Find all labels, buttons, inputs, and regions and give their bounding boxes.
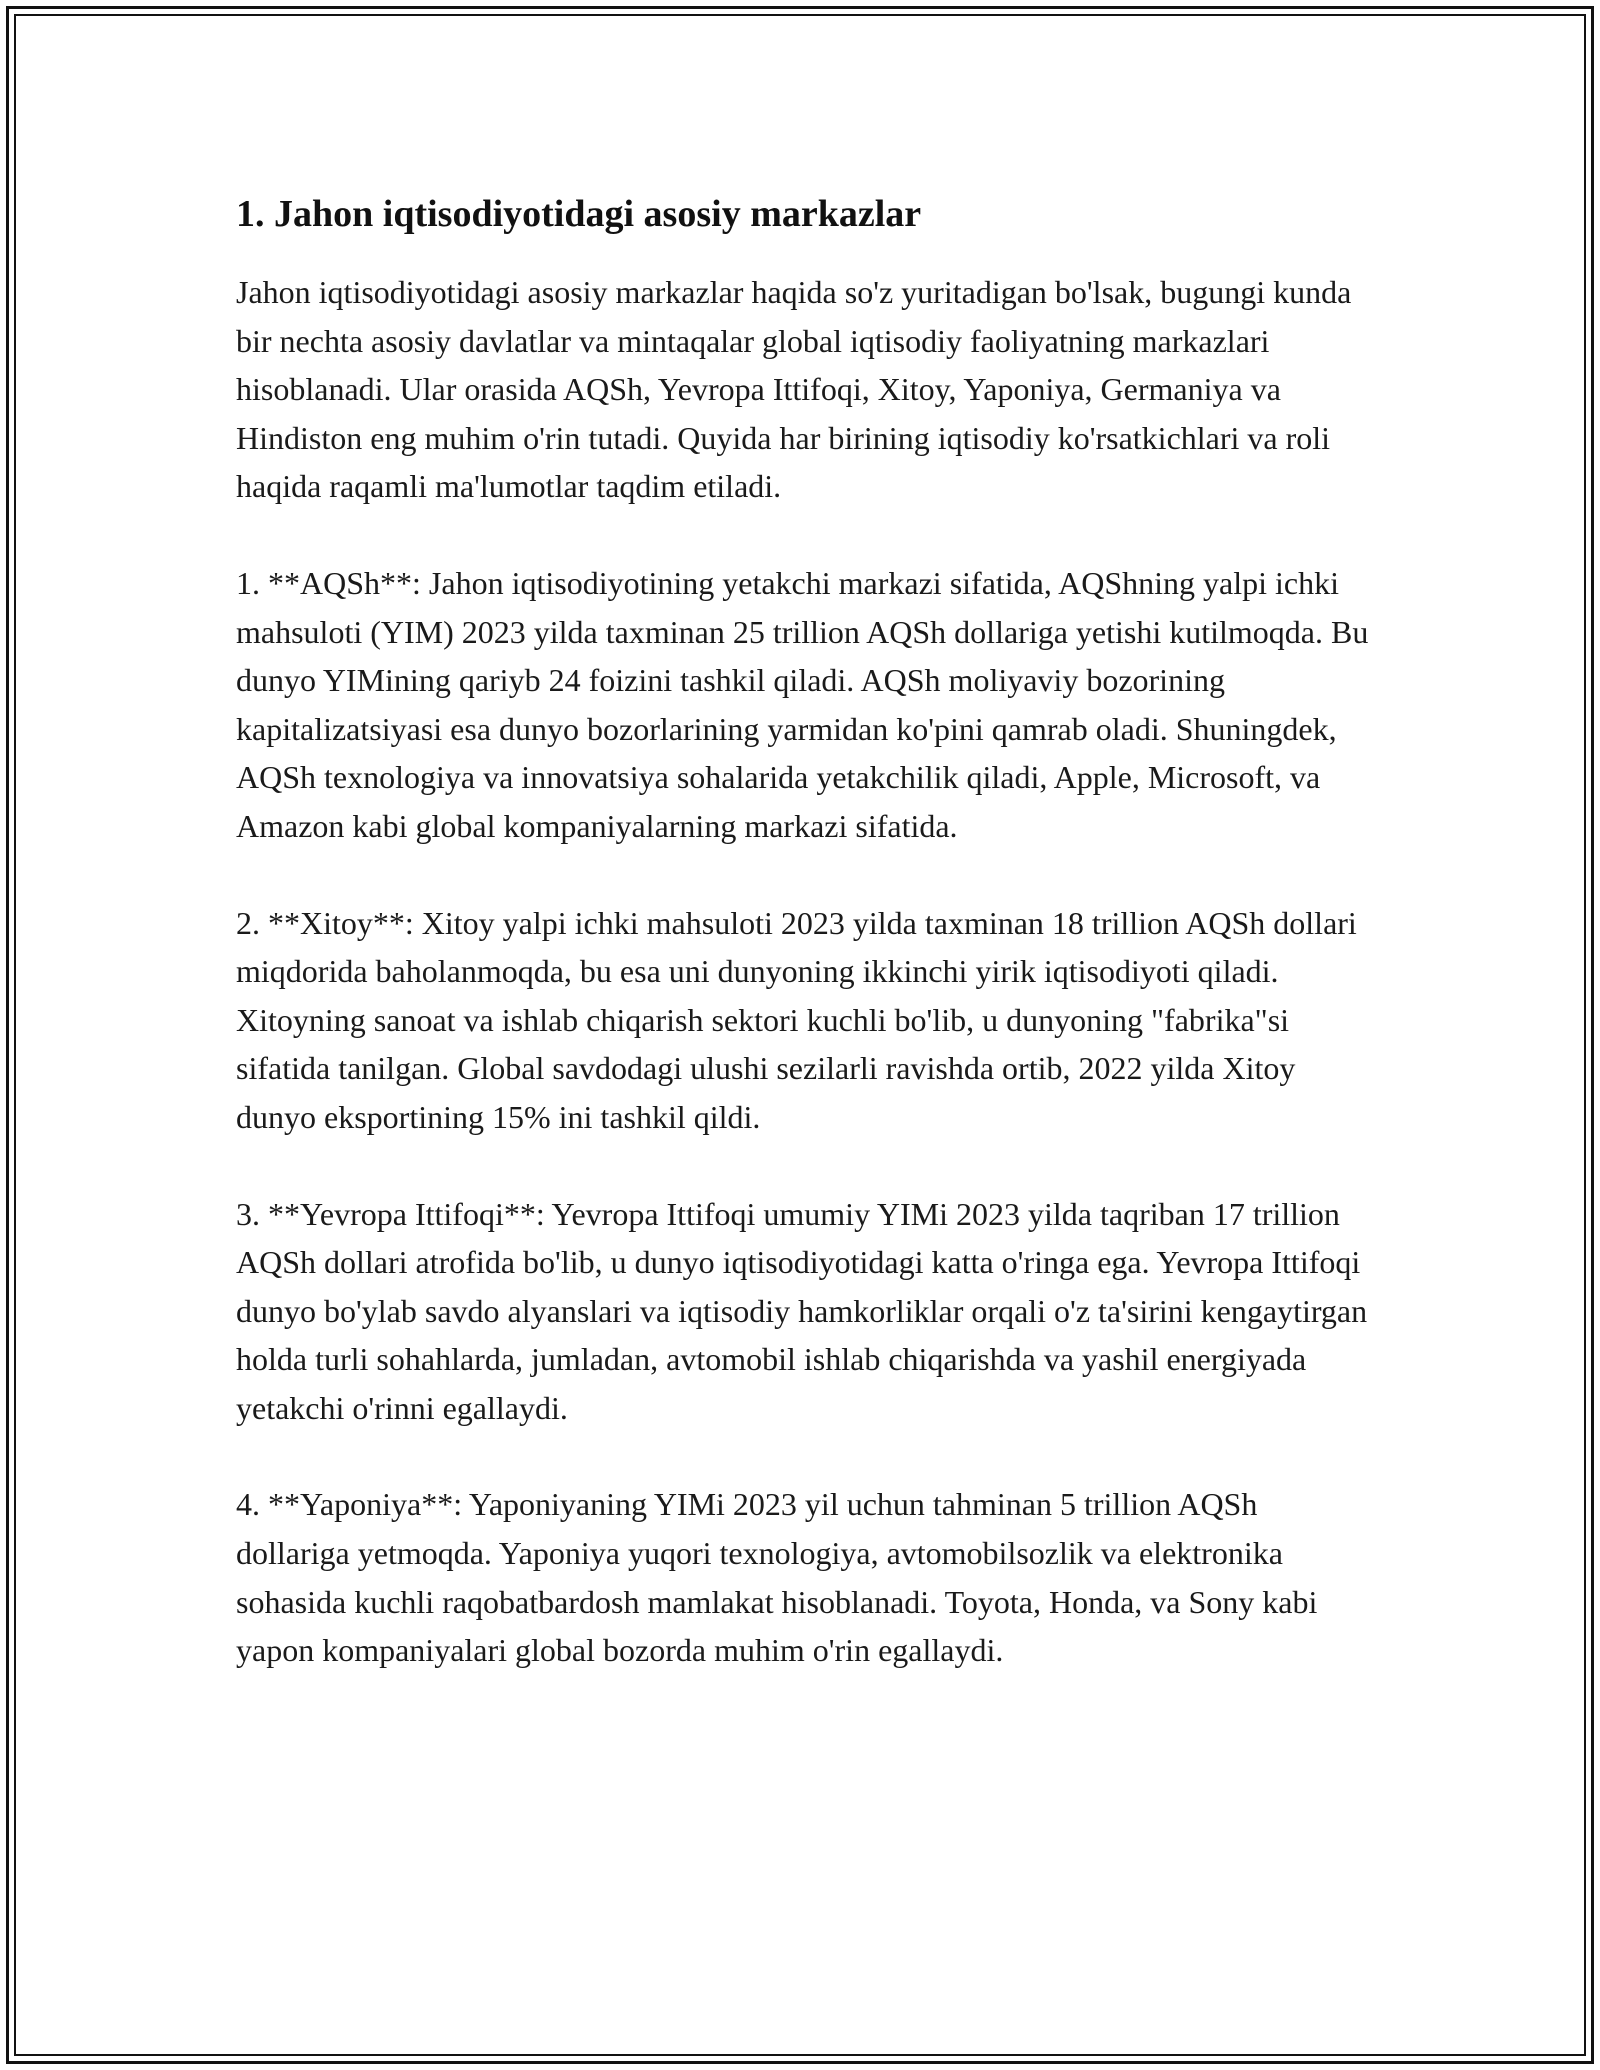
paragraph-china: 2. **Xitoy**: Xitoy yalpi ichki mahsuloti 2023 yilda taxminan 18 trillion AQSh dollari miqdorida baholanmoqda, bu esa uni dunyoning ikkinchi yirik iqtisodiyoti qiladi. Xitoyning sanoat va ishlab chiqarish sektori kuchli bo'lib, u dunyoning "fabrika"si sifatida tanilgan. Global savdodagi ulushi sezilarli ravishda ortib, 2022 yilda Xitoy dunyo eksportining 15% ini tashkil qildi. <box>236 904 1357 1135</box>
paragraph-japan: 4. **Yaponiya**: Yaponiyaning YIMi 2023 yil uchun tahminan 5 trillion AQSh dollariga yetmoqda. Yaponiya yuqori texnologiya, avtomobilsozlik va elektronika sohasida kuchli raqobatbardosh mamlakat hisoblanadi. Toyota, Honda, va Sony kabi yapon kompaniyalari global bozorda muhim o'rin egallaydi. <box>236 1486 1318 1669</box>
section-heading: 1. Jahon iqtisodiyotidagi asosiy markazlar <box>236 193 922 235</box>
paragraph-eu: 3. **Yevropa Ittifoqi**: Yevropa Ittifoqi umumiy YIMi 2023 yilda taqriban 17 trillion AQSh dollari atrofida bo'lib, u dunyo iqtisodiyotidagi katta o'ringa ega. Yevropa Ittifoqi dunyo bo'ylab savdo alyanslari va iqtisodiy hamkorliklar orqali o'z ta'sirini kengaytirgan holda turli sohahlarda, jumladan, avtomobil ishlab chiqarishda va yashil energiyada yetakchi o'rinni egallaydi. <box>236 1195 1368 1426</box>
paragraph-usa: 1. **AQSh**: Jahon iqtisodiyotining yetakchi markazi sifatida, AQShning yalpi ichki mahsuloti (YIM) 2023 yilda taxminan 25 trillion AQSh dollariga yetishi kutilmoqda. Bu dunyo YIMining qariyb 24 foizini tashkil qiladi. AQSh moliyaviy bozorining kapitalizatsiyasi esa dunyo bozorlarining yarmidan ko'pini qamrab oladi. Shuningdek, AQSh texnologiya va innovatsiya sohalarida yetakchilik qiladi, Apple, Microsoft, va Amazon kabi global kompaniyalarning markazi sifatida. <box>236 564 1369 844</box>
intro-paragraph: Jahon iqtisodiyotidagi asosiy markazlar haqida so'z yuritadigan bo'lsak, bugungi kunda bir nechta asosiy davlatlar va mintaqalar global iqtisodiy faoliyatning markazlari hisoblanadi. Ular orasida AQSh, Yevropa Ittifoqi, Xitoy, Yaponiya, Germaniya va Hindiston eng muhim o'rin tutadi. Quyida har birining iqtisodiy ko'rsatkichlari va roli haqida raqamli ma'lumotlar taqdim etiladi. <box>236 274 1352 505</box>
document-body <box>236 186 1376 1675</box>
